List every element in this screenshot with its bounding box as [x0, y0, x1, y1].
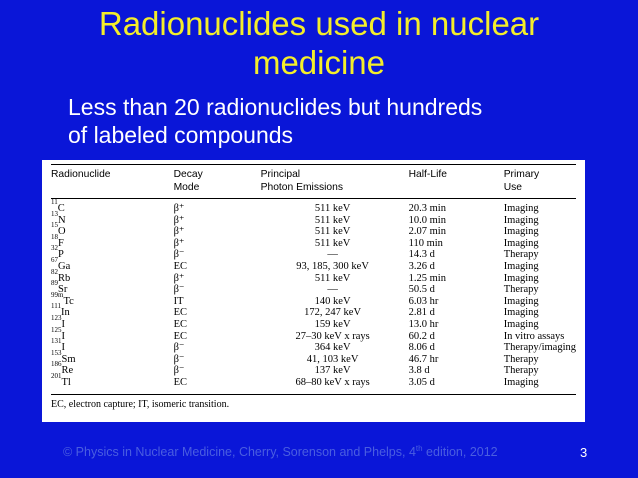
cell-primary-use: Imaging	[503, 226, 539, 238]
cell-photon-emissions: 93, 185, 300 keV	[296, 260, 369, 272]
element-symbol: Tl	[61, 376, 71, 388]
cell-primary-use: In vitro assays	[503, 330, 565, 342]
cell-half-life: 3.26 d	[408, 260, 435, 272]
cell-photon-emissions: 140 keV	[314, 295, 351, 307]
cell-radionuclide	[51, 255, 174, 273]
slide-subtitle	[68, 93, 608, 149]
table-row	[51, 365, 576, 377]
element-symbol: Re	[61, 365, 74, 377]
cell-decay-mode: IT	[173, 295, 184, 307]
mass-number: 18	[51, 232, 58, 241]
cell-primary-use: Imaging	[503, 237, 539, 249]
element-symbol: I	[61, 330, 65, 342]
cell-radionuclide	[51, 337, 174, 354]
mass-number: 11	[51, 198, 58, 206]
header-primary-use	[504, 165, 576, 199]
mass-number: 153	[51, 348, 62, 357]
cell-half-life: 6.03 hr	[408, 295, 439, 307]
cell-decay-mode: β⁺	[173, 203, 185, 214]
citation-superscript: th	[415, 444, 423, 453]
radionuclide-table-card	[42, 160, 585, 422]
element-symbol: O	[58, 226, 66, 238]
cell-primary-use: Therapy/imaging	[503, 342, 576, 354]
element-symbol: Tc	[63, 295, 74, 307]
cell-decay-mode: EC	[173, 330, 187, 342]
table-row	[51, 249, 576, 261]
header-radionuclide-label: Radionuclide	[51, 169, 111, 180]
cell-decay-mode: EC	[174, 377, 261, 394]
mass-number: 186	[51, 360, 62, 369]
element-symbol: I	[61, 318, 65, 330]
header-radionuclide	[51, 165, 174, 199]
cell-decay-mode: β⁻	[173, 342, 185, 354]
header-mode-label: Mode	[173, 182, 200, 193]
cell-primary-use: Therapy	[503, 284, 539, 296]
cell-photon-emissions: —	[327, 249, 338, 261]
table-row	[51, 261, 576, 273]
cell-half-life: 1.25 min	[408, 272, 446, 284]
element-symbol: In	[60, 307, 70, 319]
table-row	[51, 377, 576, 394]
mass-number: 67	[51, 255, 58, 264]
mass-number: 99m	[51, 290, 64, 299]
table-row	[51, 342, 576, 354]
table-row	[51, 215, 576, 227]
cell-half-life: 60.2 d	[408, 330, 435, 342]
cell-decay-mode: β⁻	[173, 353, 185, 365]
cell-photon-emissions: 511 keV	[314, 203, 351, 214]
table-row	[51, 199, 576, 215]
cell-radionuclide	[51, 348, 174, 369]
mass-number: 111	[51, 302, 61, 311]
element-symbol: Rb	[58, 272, 71, 284]
cell-radionuclide	[51, 325, 174, 346]
header-use-label: Use	[503, 182, 522, 193]
cell-radionuclide	[51, 199, 174, 215]
table-row	[51, 354, 576, 366]
cell-half-life: 3.05 d	[405, 377, 504, 394]
cell-primary-use: Therapy	[503, 249, 539, 261]
mass-number: 15	[51, 221, 58, 230]
cell-half-life: 8.06 d	[408, 342, 435, 354]
slide-title-line1: Radionuclides used in nuclear	[98, 5, 540, 42]
cell-radionuclide	[51, 360, 174, 377]
element-symbol: N	[58, 214, 66, 226]
table-row	[51, 319, 576, 331]
cell-photon-emissions: 511 keV	[314, 272, 351, 284]
cell-photon-emissions: 159 keV	[314, 318, 351, 330]
cell-photon-emissions: 68–80 keV x rays	[261, 377, 405, 394]
element-symbol: Sr	[58, 284, 68, 296]
mass-number: 131	[51, 337, 62, 346]
cell-half-life: 110 min	[408, 237, 443, 249]
cell-half-life: 10.0 min	[408, 214, 446, 226]
cell-half-life: 13.0 hr	[408, 318, 439, 330]
table-row	[51, 226, 576, 238]
cell-photon-emissions: 172, 247 keV	[304, 307, 362, 319]
mass-number: 13	[51, 209, 58, 218]
cell-primary-use: Therapy	[503, 365, 539, 377]
element-symbol: P	[58, 249, 64, 261]
cell-half-life: 14.3 d	[408, 249, 435, 261]
page-number: 3	[580, 445, 588, 460]
citation-main: © Physics in Nuclear Medicine, Cherry, Sorenson and Phelps, 4	[63, 445, 416, 460]
table-row	[51, 307, 576, 319]
slide-title-line2: medicine	[252, 44, 386, 81]
element-symbol: Ga	[58, 260, 71, 272]
header-decay-mode	[174, 165, 261, 199]
cell-radionuclide	[51, 221, 174, 238]
cell-radionuclide	[51, 302, 174, 319]
table-row	[51, 296, 576, 308]
cell-photon-emissions: 137 keV	[314, 365, 351, 377]
table-row	[51, 238, 576, 250]
cell-decay-mode: β⁻	[173, 249, 185, 261]
cell-decay-mode: β⁺	[173, 226, 185, 238]
mass-number: 123	[51, 313, 62, 322]
element-symbol: Sm	[61, 353, 76, 365]
cell-decay-mode: β⁺	[173, 272, 185, 284]
table-row	[51, 331, 576, 343]
slide-title	[0, 4, 638, 82]
cell-decay-mode: β⁻	[173, 365, 185, 377]
citation-edition: edition, 2012	[422, 445, 498, 460]
mass-number: 82	[51, 267, 58, 276]
cell-radionuclide	[51, 209, 174, 230]
table-body	[51, 199, 576, 395]
cell-photon-emissions: —	[327, 284, 338, 296]
cell-radionuclide	[51, 232, 174, 253]
slide-subtitle-line2: of labeled compounds	[68, 122, 294, 148]
cell-half-life: 20.3 min	[408, 203, 446, 214]
cell-radionuclide	[51, 244, 174, 261]
cell-primary-use: Therapy	[503, 353, 539, 365]
header-principal-emissions	[261, 165, 405, 199]
element-symbol: F	[58, 237, 64, 249]
cell-half-life: 46.7 hr	[408, 353, 439, 365]
cell-decay-mode: β⁺	[173, 237, 185, 249]
cell-primary-use: Imaging	[503, 272, 539, 284]
cell-primary-use: Imaging	[503, 318, 539, 330]
cell-decay-mode: EC	[173, 260, 187, 272]
element-symbol: I	[61, 342, 65, 354]
cell-primary-use: Imaging	[503, 307, 539, 319]
cell-photon-emissions: 511 keV	[314, 237, 351, 249]
cell-primary-use: Imaging	[503, 203, 539, 214]
citation	[63, 444, 498, 459]
header-principal-label: Principal	[260, 169, 301, 180]
header-half-life	[405, 165, 504, 199]
table-footnote: EC, electron capture; IT, isomeric transition.	[51, 398, 230, 410]
header-decay-label: Decay	[173, 169, 203, 180]
mass-number: 32	[51, 244, 58, 253]
cell-decay-mode: EC	[173, 307, 187, 319]
mass-number: 125	[51, 325, 62, 334]
cell-decay-mode: β⁻	[173, 284, 185, 296]
radionuclide-table	[51, 164, 576, 395]
table-header-row	[51, 165, 576, 199]
element-symbol: C	[57, 203, 65, 214]
header-half-life-label: Half-Life	[408, 169, 447, 180]
cell-primary-use: Imaging	[503, 295, 539, 307]
table-row	[51, 284, 576, 296]
cell-photon-emissions: 41, 103 keV	[306, 353, 359, 365]
mass-number: 89	[51, 279, 58, 288]
cell-half-life: 2.07 min	[408, 226, 446, 238]
mass-number: 201	[51, 371, 62, 380]
cell-primary-use: Imaging	[504, 377, 576, 394]
header-photon-emissions-label: Photon Emissions	[260, 182, 344, 193]
table-row	[51, 273, 576, 285]
cell-primary-use: Imaging	[503, 260, 539, 272]
cell-photon-emissions: 511 keV	[314, 226, 351, 238]
cell-half-life: 3.8 d	[408, 365, 430, 377]
cell-radionuclide	[51, 279, 174, 296]
cell-half-life: 50.5 d	[408, 284, 435, 296]
cell-primary-use: Imaging	[503, 214, 539, 226]
cell-decay-mode: β⁺	[173, 214, 185, 226]
cell-photon-emissions: 511 keV	[314, 214, 351, 226]
cell-decay-mode: EC	[173, 318, 187, 330]
slide-subtitle-line1: Less than 20 radionuclides but hundreds	[68, 94, 483, 120]
cell-half-life: 2.81 d	[408, 307, 435, 319]
cell-photon-emissions: 27–30 keV x rays	[295, 330, 370, 342]
cell-radionuclide	[51, 267, 174, 288]
cell-photon-emissions: 364 keV	[314, 342, 351, 354]
header-primary-label: Primary	[503, 169, 540, 180]
